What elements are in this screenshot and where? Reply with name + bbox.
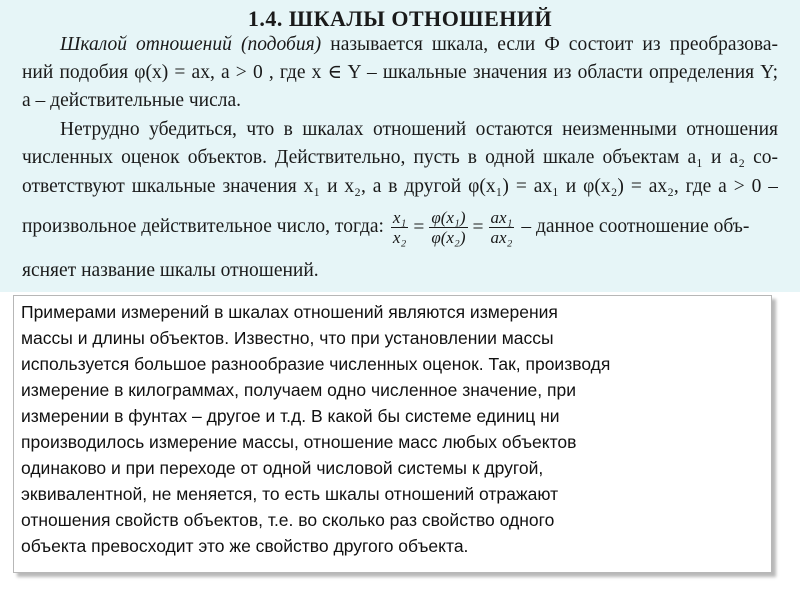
definition-line-2: ний подобия φ(x) = ax, a > 0 , где x ∈ Y – шкальные значения из области определения Y;	[22, 62, 778, 83]
ratio-fraction-phi: $\frac{\text{φ(x₁)}}{\text{φ(x₂)}}$	[431, 208, 466, 248]
box-line: измерении в фунтах – другое и т.д. В какой бы системе единиц ни	[21, 406, 560, 426]
section-title: 1.4. ШКАЛЫ ОТНОШЕНИЙ	[247, 6, 553, 31]
equals-sign-2: =	[472, 216, 484, 238]
box-line: производилось измерение массы, отношение масс любых объектов	[21, 432, 577, 452]
box-line: эквивалентной, не меняется, то есть шкалы отношений отражают	[21, 484, 559, 504]
box-line: измерение в килограммах, получаем одно численное значение, при	[21, 380, 577, 400]
definition-line-1	[22, 32, 778, 58]
box-line: отношения свойств объектов, т.е. во сколько раз свойство одного	[21, 510, 555, 530]
equals-sign-1: =	[413, 216, 425, 238]
definition-text: называется шкала, если Ф состоит из преобразова-	[321, 34, 778, 55]
examples-text-box	[13, 295, 772, 573]
box-line: Примерами измерений в шкалах отношений являются измерения	[21, 302, 558, 322]
paragraph-line-4-suffix: – данное соотношение объ-	[521, 216, 750, 237]
paragraph-line-3: ответствуют шкальные значения x₁ и x₂, а в другой φ(x₁) = ax₁ и φ(x₂) = ax₂, где a > 0 –	[22, 176, 778, 197]
paragraph-line-1: Нетрудно убедиться, что в шкалах отношений остаются неизменными отношения	[60, 119, 778, 140]
scanned-textbook-excerpt	[0, 0, 800, 292]
ratio-fraction-x: $\frac{\text{x₁}}{\text{x₂}}$	[392, 208, 407, 248]
paragraph-line-4-prefix: произвольное действительное число, тогда:	[22, 216, 384, 237]
box-line: объекта превосходит это же свойство другого объекта.	[21, 536, 469, 556]
paragraph-line-2: численных оценок объектов. Действительно, пусть в одной шкале объектам a₁ и a₂ со-	[22, 147, 778, 168]
ratio-fraction-ax: $\frac{\text{ax₁}}{\text{ax₂}}$	[490, 208, 513, 248]
box-line: массы и длины объектов. Известно, что при установлении массы	[21, 328, 554, 348]
definition-term: Шкалой отношений (подобия)	[60, 34, 322, 55]
paragraph-line-5: ясняет название шкалы отношений.	[22, 260, 319, 281]
box-line: одинаково и при переходе от одной числовой системы к другой,	[21, 458, 544, 478]
paragraph-line-4	[22, 206, 778, 248]
box-line: используется большое разнообразие численных оценок. Так, производя	[21, 354, 611, 374]
definition-line-3: a – действительные числа.	[22, 90, 242, 111]
